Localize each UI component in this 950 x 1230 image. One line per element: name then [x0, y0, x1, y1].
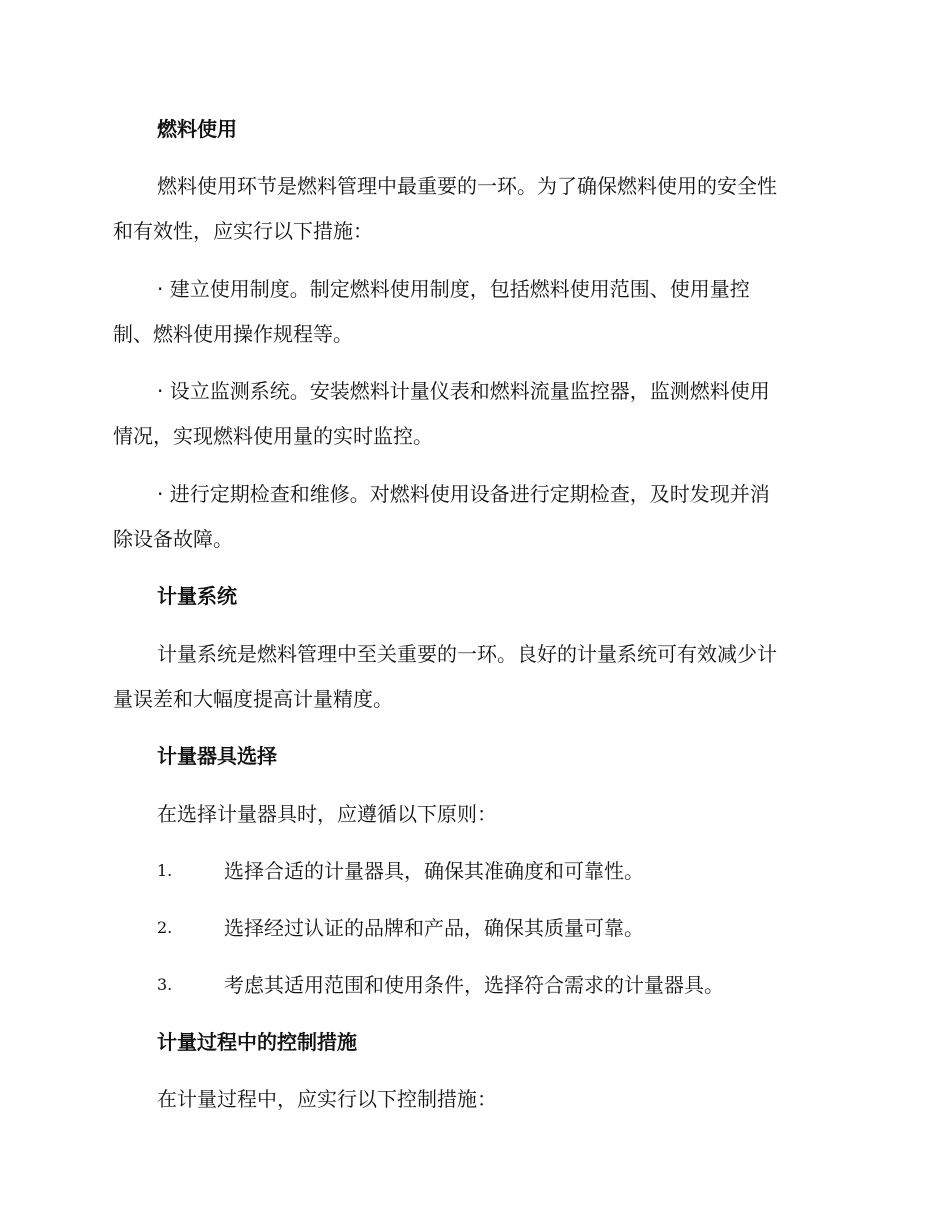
- paragraph-line: 和有效性，应实行以下措施：: [113, 219, 373, 243]
- section-heading: 计量系统: [157, 584, 237, 608]
- list-item: 考虑其适用范围和使用条件，选择符合需求的计量器具。: [224, 973, 724, 997]
- bullet-item: · 设立监测系统。安装燃料计量仪表和燃料流量监控器，监测燃料使用: [157, 379, 770, 403]
- bullet-item-cont: 除设备故障。: [113, 527, 233, 551]
- paragraph-line: 在选择计量器具时，应遵循以下原则：: [157, 802, 497, 826]
- section-heading: 计量过程中的控制措施: [157, 1030, 357, 1054]
- list-number: 2.: [157, 918, 173, 937]
- list-number: 1.: [157, 861, 173, 880]
- paragraph-line: 在计量过程中，应实行以下控制措施：: [157, 1087, 497, 1111]
- paragraph-line: 量误差和大幅度提高计量精度。: [113, 687, 393, 711]
- section-heading: 计量器具选择: [157, 744, 277, 768]
- paragraph-line: 计量系统是燃料管理中至关重要的一环。良好的计量系统可有效减少计: [157, 642, 777, 666]
- section-heading: 燃料使用: [157, 117, 237, 141]
- list-item: 选择经过认证的品牌和产品，确保其质量可靠。: [224, 916, 644, 940]
- list-number: 3.: [157, 975, 173, 994]
- list-item: 选择合适的计量器具，确保其准确度和可靠性。: [224, 859, 644, 883]
- bullet-item: · 进行定期检查和维修。对燃料使用设备进行定期检查，及时发现并消: [157, 482, 770, 506]
- bullet-item-cont: 制、燃料使用操作规程等。: [113, 322, 353, 346]
- bullet-item: · 建立使用制度。制定燃料使用制度，包括燃料使用范围、使用量控: [157, 277, 750, 301]
- bullet-item-cont: 情况，实现燃料使用量的实时监控。: [113, 424, 433, 448]
- paragraph-line: 燃料使用环节是燃料管理中最重要的一环。为了确保燃料使用的安全性: [157, 174, 777, 198]
